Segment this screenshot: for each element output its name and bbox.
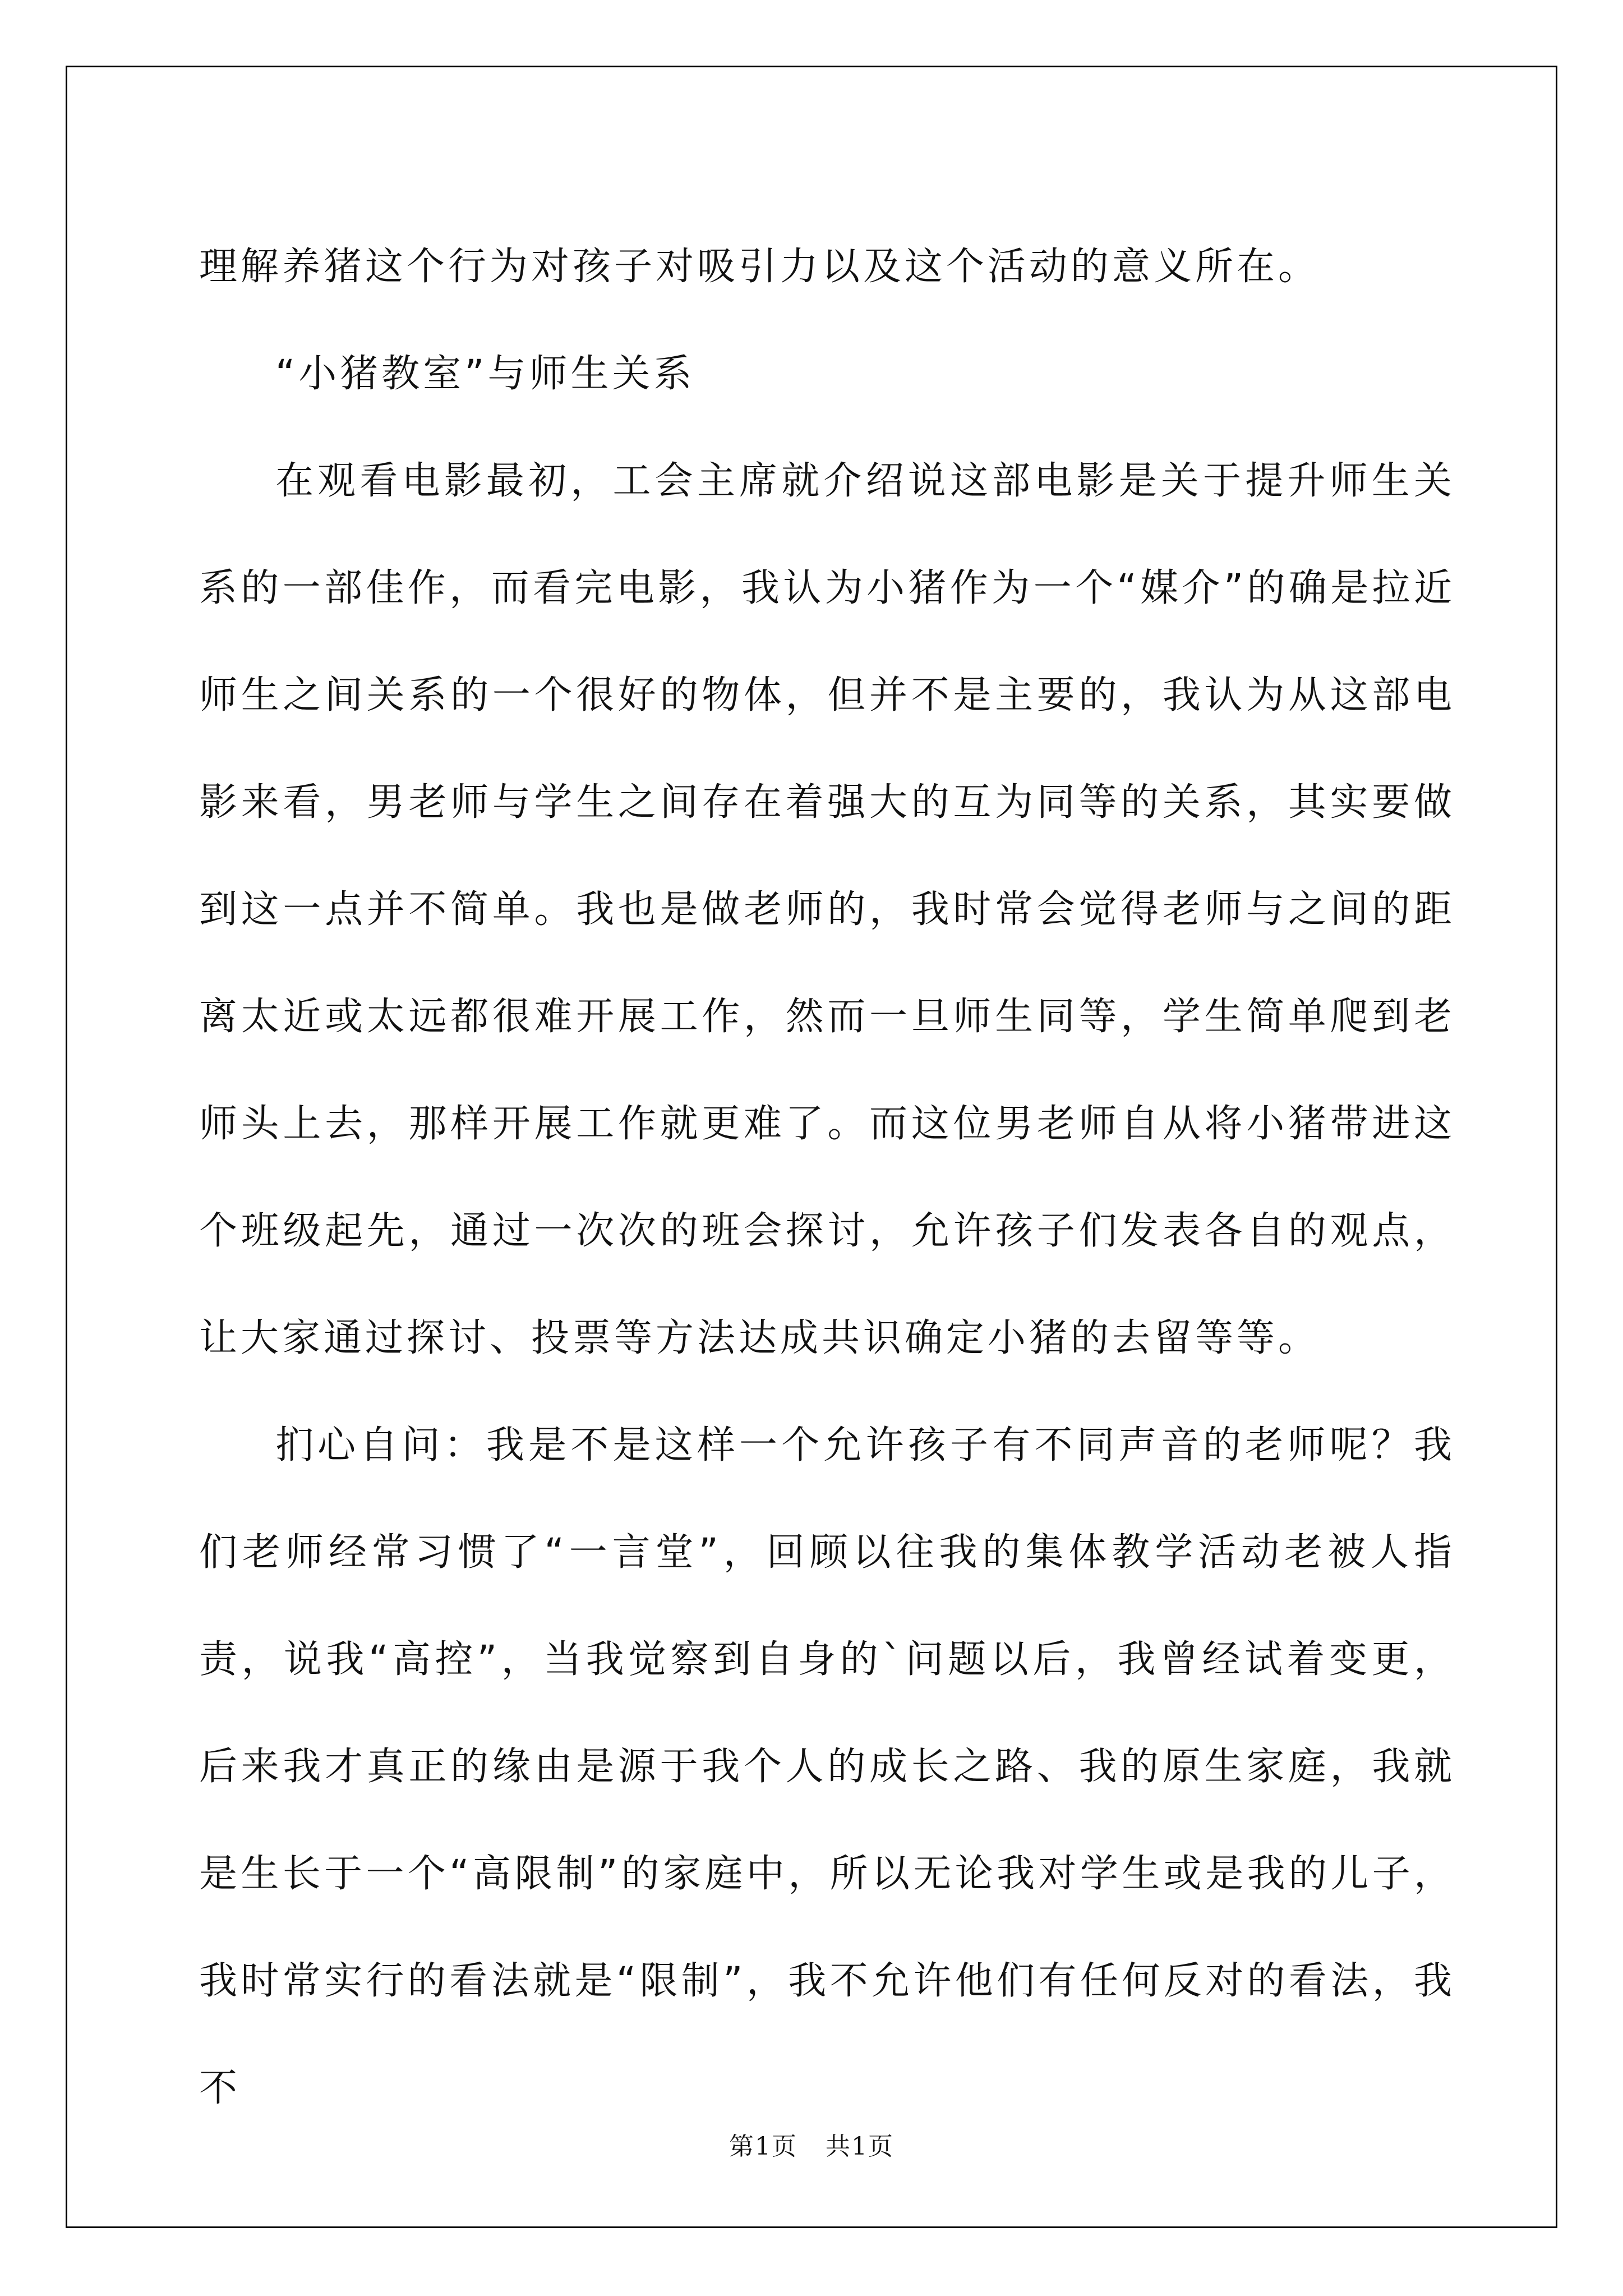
paragraph: 扪心自问：我是不是这样一个允许孩子有不同声音的老师呢？我们老师经常习惯了“一言堂”，回顾以往我的集体教学活动老被人指责，说我“高控”，当我觉察到自身的`问题以后，我曾经试着变更，后来我才真正的缘由是源于我个人的成长之路、我的原生家庭，我就是生长于一个“高限制”的家庭中，所以无论我对学生或是我的儿子，我时常实行的看法就是“限制”，我不允许他们有任何反对的看法，我不 bbox=[199, 1423, 1455, 2110]
paragraph: 在观看电影最初，工会主席就介绍说这部电影是关于提升师生关系的一部佳作，而看完电影，我认为小猪作为一个“媒介”的确是拉近师生之间关系的一个很好的物体，但并不是主要的，我认为从这部电影来看，男老师与学生之间存在着强大的互为同等的关系，其实要做到这一点并不简单。我也是做老师的，我时常会觉得老师与之间的距离太近或太远都很难开展工作，然而一旦师生同等，学生简单爬到老师头上去，那样开展工作就更难了。而这位男老师自从将小猪带进这个班级起先，通过一次次的班会探讨，允许孩子们发表各自的观点，让大家通过探讨、投票等方法达成共识确定小猪的去留等等。 bbox=[199, 459, 1455, 1360]
page-total: 共1页 bbox=[826, 2132, 894, 2161]
document-body bbox=[199, 213, 1455, 2142]
section-heading: “小猪教室”与师生关系 bbox=[275, 352, 695, 396]
page-footer bbox=[0, 2126, 1623, 2162]
page-number: 第1页 bbox=[729, 2132, 797, 2161]
paragraph: 理解养猪这个行为对孩子对吸引力以及这个活动的意义所在。 bbox=[199, 245, 1320, 289]
